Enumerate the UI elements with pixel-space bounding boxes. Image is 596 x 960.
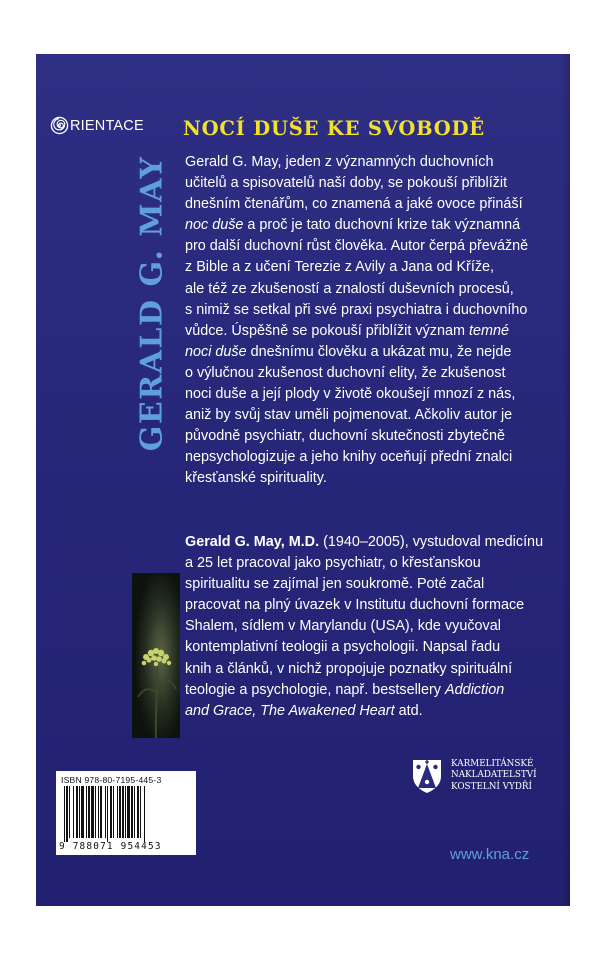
barcode-bar [131,786,133,838]
book-title: NOCÍ DUŠE KE SVOBODĚ [183,117,485,140]
barcode-bar [81,786,84,838]
text-run: dnešním čtenářům, co znamená a jaké ovoce přináší [185,196,523,213]
text-run: Gerald G. May, M.D. [185,534,320,550]
author-name: GERALD G. MAY [134,155,170,451]
publisher-line: NAKLADATELSTVÍ [451,770,537,781]
isbn-text: ISBN 978-80-7195-445-3 [61,775,162,785]
barcode-bar [100,786,102,838]
barcode-bar [122,786,124,838]
website-link[interactable]: www.kna.cz [450,846,530,863]
barcode-bar [110,786,112,838]
back-cover [36,54,570,906]
text-run: and Grace, The Awakened Heart [185,702,395,719]
spiral-icon [50,116,69,135]
text-run: s nimiž se setkal při své praxi psychiatra i duchovního [185,301,528,318]
barcode-bar [137,786,139,838]
description-line [185,236,565,257]
barcode-bar [134,786,135,838]
barcode-bar [76,786,78,838]
bio-line [185,680,565,701]
barcode-bar [113,786,114,838]
description-line [185,447,565,468]
text-run: a 25 let pracoval jako psychiatr, o křesťanskou [185,555,481,572]
text-run: Addiction [445,681,505,698]
text-run: temné [468,322,509,339]
bio-line [185,637,565,658]
series-logo [50,116,144,135]
text-run: Shalem, sídlem v Marylandu (USA), kde vyučoval [185,618,501,635]
text-run: teologie a psychologie, např. bestsellery [185,681,445,698]
barcode-bar [127,786,130,838]
description-line [185,257,565,278]
barcode-bar [88,786,90,838]
text-run: pracovat na plný úvazek v Institutu duchovní formace [185,597,525,614]
description-line [185,194,565,215]
barcode-bar [105,786,106,838]
text-run: pro další duchovní růst člověka. Autor čerpá převážně [185,238,529,255]
publisher-line: KARMELITÁNSKÉ [451,758,534,769]
description-line [185,468,565,489]
description-line [185,279,565,300]
author-vertical [132,155,172,451]
text-run: o výlučnou zkušenost duchovní elity, že zkušenost [185,364,506,381]
text-run: atd. [394,702,423,719]
text-run: ale též ze zkušeností a znalostí duševních procesů, [185,280,514,297]
text-run: knih a článků, v nichž propojuje poznatky spirituální [185,660,513,677]
bio-line [185,595,565,616]
publisher-line: KOSTELNÍ VYDŘÍ [451,781,532,792]
text-run: noci duše a její plody v životě okoušejí mnozí z nás, [185,386,516,403]
text-run: aniž by svůj stav uměli pojmenovat. Ačkoliv autor je [185,407,513,424]
description-line [185,173,565,194]
barcode-bar [79,786,80,838]
barcode-bar [125,786,126,838]
description-line [185,215,565,236]
text-run: vůdce. Úspěšně se pokouší přiblížit význam [185,322,469,339]
barcode-bar [140,786,141,838]
barcode-bar [98,786,99,838]
barcode-bar [69,786,70,838]
carmelite-shield-icon [412,758,442,794]
description-line [185,384,565,405]
barcode-bar [107,786,108,842]
barcode-bar [66,786,68,842]
bio-line [185,553,565,574]
description-line [185,405,565,426]
bio-line [185,532,565,553]
publisher-name [451,759,537,794]
description-line [185,152,565,173]
description-line [185,300,565,321]
text-run: (1940–2005), vystudoval medicínu [319,534,544,550]
barcode-bar [64,786,65,842]
description-line [185,426,565,447]
text-run: dnešnímu člověku a ukázat mu, že nejde [246,343,512,360]
description [185,152,565,490]
description-line [185,342,565,363]
text-run: učitelů a spisovatelů naší doby, se pokouší přiblížit [185,175,508,192]
barcode-digits: 9 788071 954453 [59,841,162,852]
series-name: RIENTACE [70,117,144,134]
text-run: křesťanské spirituality. [185,470,327,487]
spine-shadow [562,54,570,906]
barcode-bar [95,786,96,838]
text-run: noci duše [185,343,247,360]
barcode-icon [56,786,196,842]
description-line [185,363,565,384]
barcode-bar [73,786,74,838]
text-run: Gerald G. May, jeden z významných duchovních [185,154,494,170]
text-run: nepsychologizuje a jeho knihy oceňují přední znalci [185,449,513,466]
barcode-bar [86,786,87,838]
text-run: a proč je tato duchovní krize tak významná [243,217,521,234]
text-run: noc duše [185,217,244,234]
publisher [412,758,537,794]
bio-line [185,701,565,722]
text-run: spiritualitu se zajímal jen soukromě. Poté začal [185,576,485,593]
bio-line [185,574,565,595]
barcode-bar [144,786,145,842]
barcode-label [56,771,196,855]
text-run: původně psychiatr, duchovní skutečnosti zbytečně [185,428,505,445]
description-line [185,321,565,342]
text-run: z Bible a z učení Terezie z Avily a Jana od Kříže, [185,259,495,276]
barcode-bar [91,786,94,838]
author-bio [185,532,565,722]
bio-line [185,616,565,637]
text-run: kontemplativní teologii a psychologii. Napsal řadu [185,639,501,656]
bio-line [185,659,565,680]
barcode-bar [119,786,121,838]
flower-photo [132,573,180,738]
barcode-bar [117,786,118,838]
